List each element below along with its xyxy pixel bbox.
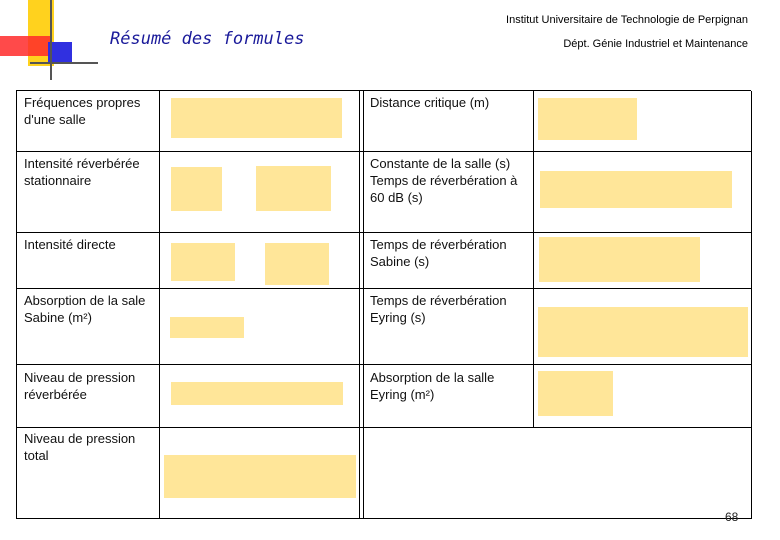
formula-image-tr-eyring bbox=[538, 307, 748, 357]
label-niveau-pression-reverberee: Niveau de pression réverbérée bbox=[24, 370, 136, 402]
row-divider bbox=[17, 151, 751, 152]
formula-image-intensite-directe-2 bbox=[265, 243, 329, 285]
formula-image-niveau-total bbox=[164, 455, 356, 498]
label-intensite-reverberee: Intensité réverbérée stationnaire bbox=[24, 156, 140, 188]
label-frequences-propres: Fréquences propres d'une salle bbox=[24, 95, 141, 127]
formula-image-constante-salle bbox=[540, 171, 732, 208]
table-bottom-border bbox=[17, 518, 751, 519]
formula-image-absorption-eyring bbox=[538, 371, 613, 416]
formula-image-intensite-reverberee-2 bbox=[256, 166, 331, 211]
department-name: Dépt. Génie Industriel et Maintenance bbox=[563, 38, 748, 50]
institute-name: Institut Universitaire de Technologie de Perpignan bbox=[506, 14, 748, 26]
page-number: 68 bbox=[725, 510, 739, 524]
label-constante-salle: Constante de la salle (s) Temps de réverbération à 60 dB (s) bbox=[370, 156, 518, 205]
formula-image-absorption-sabine bbox=[170, 317, 244, 338]
formula-image-frequences bbox=[171, 98, 342, 138]
label-absorption-eyring: Absorption de la salle Eyring (m²) bbox=[370, 370, 495, 402]
row-divider bbox=[17, 232, 751, 233]
label-intensite-directe: Intensité directe bbox=[24, 237, 116, 252]
row-divider bbox=[17, 288, 751, 289]
label-tr-eyring: Temps de réverbération Eyring (s) bbox=[370, 293, 507, 325]
page-title: Résumé des formules bbox=[110, 29, 305, 49]
label-tr-sabine: Temps de réverbération Sabine (s) bbox=[370, 237, 507, 269]
label-distance-critique: Distance critique (m) bbox=[370, 95, 490, 110]
table-right-border bbox=[751, 91, 752, 519]
formula-image-tr-sabine bbox=[539, 237, 700, 282]
column-divider bbox=[533, 91, 534, 427]
formula-image-niveau-reverberee bbox=[171, 382, 343, 405]
formula-table bbox=[16, 90, 751, 519]
column-divider bbox=[159, 91, 160, 519]
row-divider bbox=[17, 427, 751, 428]
logo bbox=[0, 0, 100, 80]
column-divider bbox=[363, 91, 364, 519]
formula-image-distance-critique bbox=[538, 98, 637, 140]
label-niveau-pression-total: Niveau de pression total bbox=[24, 431, 136, 463]
label-absorption-sabine: Absorption de la sale Sabine (m²) bbox=[24, 293, 146, 325]
formula-image-intensite-reverberee-1 bbox=[171, 167, 222, 211]
column-divider bbox=[359, 91, 360, 519]
formula-image-intensite-directe-1 bbox=[171, 243, 235, 281]
row-divider bbox=[17, 364, 751, 365]
